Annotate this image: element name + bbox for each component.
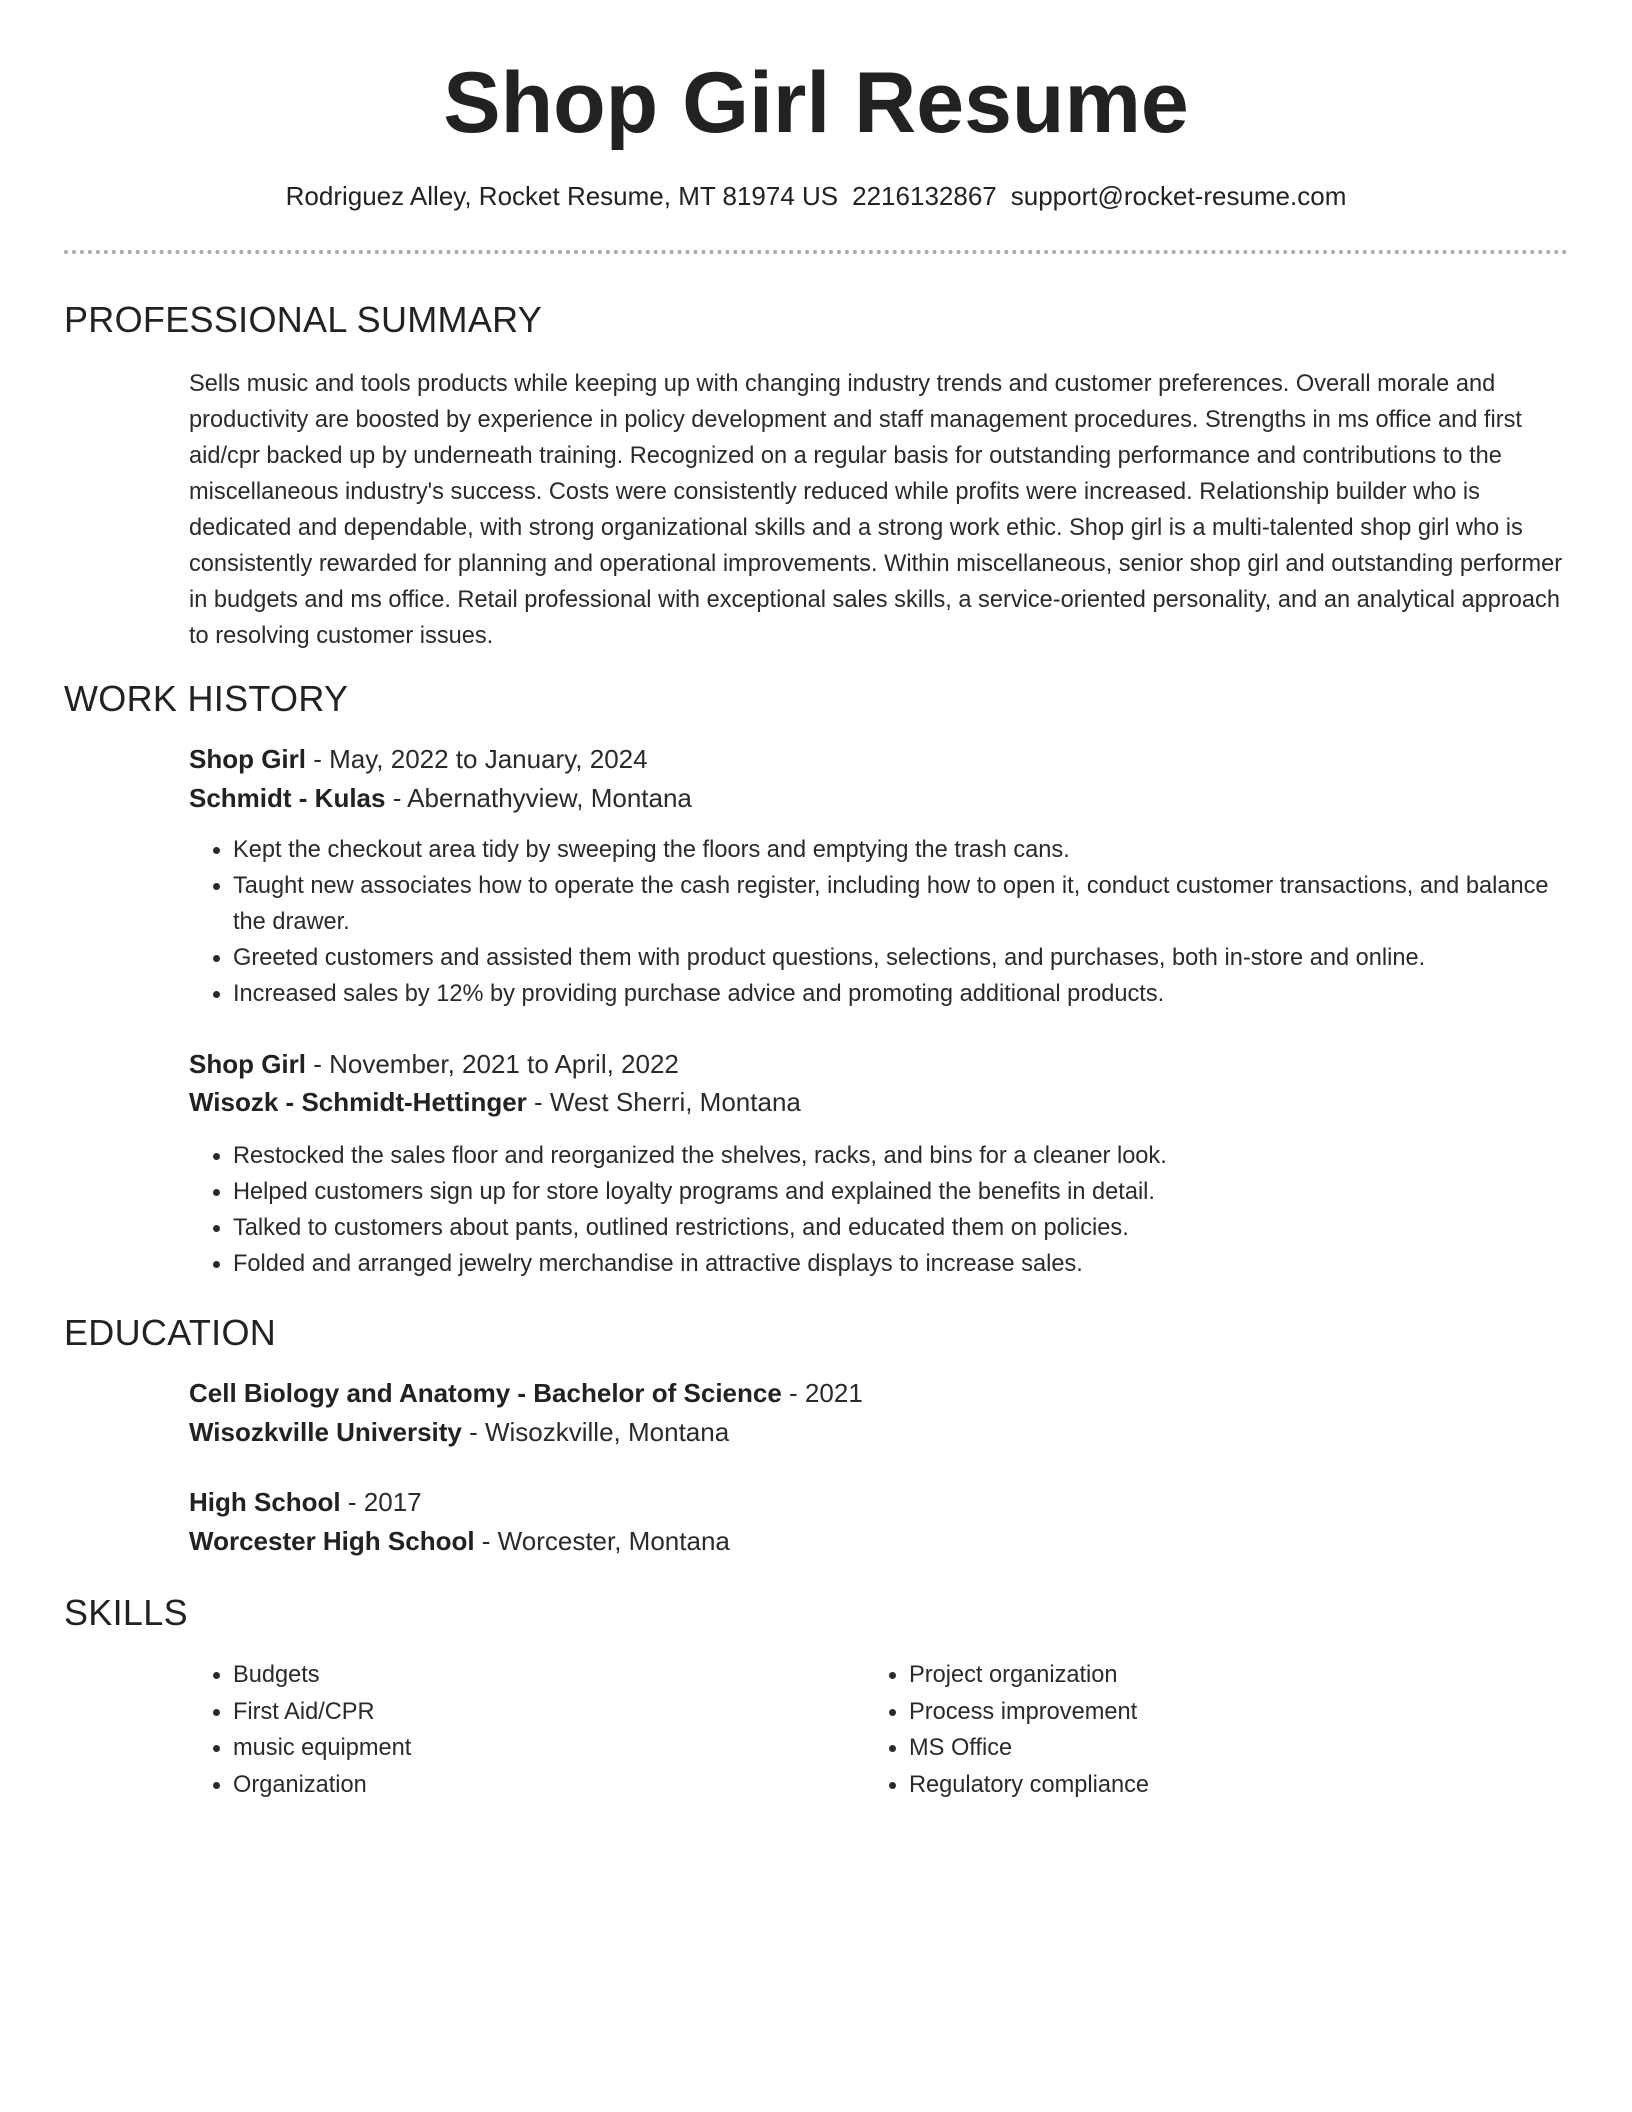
job-dates: - May, 2022 to January, 2024: [306, 744, 648, 774]
job-title: Shop Girl: [189, 744, 306, 774]
work-history-heading: WORK HISTORY: [64, 678, 349, 719]
job-duty: • Kept the checkout area tidy by sweeping the floors and emptying the trash cans.: [233, 832, 1569, 868]
school-name: Worcester High School: [189, 1526, 475, 1556]
resume-title: Shop Girl Resume: [443, 55, 1189, 151]
job-title-line: [189, 1048, 679, 1082]
job-title-line: [189, 743, 648, 777]
contact-line: [0, 180, 1632, 214]
degree-line: [189, 1486, 422, 1520]
job-duty: • Increased sales by 12% by providing purchase advice and promoting additional products.: [233, 976, 1569, 1012]
contact-address: Rodriguez Alley, Rocket Resume, MT 81974 US: [285, 181, 839, 211]
skill-item: • Project organization: [909, 1657, 1465, 1694]
contact-phone: 2216132867: [852, 181, 997, 211]
skills-list-right: [865, 1657, 1465, 1804]
education-heading: EDUCATION: [64, 1312, 277, 1353]
job-company: Wisozk - Schmidt-Hettinger: [189, 1087, 527, 1117]
job-duty: • Folded and arranged jewelry merchandise in attractive displays to increase sales.: [233, 1246, 1569, 1282]
job-location: - Abernathyview, Montana: [385, 783, 692, 813]
job-company: Schmidt - Kulas: [189, 783, 386, 813]
skill-item: • First Aid/CPR: [233, 1694, 789, 1731]
skill-item: • Regulatory compliance: [909, 1767, 1465, 1804]
skill-item: • music equipment: [233, 1730, 789, 1767]
school-location: - Worcester, Montana: [474, 1526, 730, 1556]
degree: High School: [189, 1487, 341, 1517]
school-location: - Wisozkville, Montana: [461, 1417, 730, 1447]
skill-item: • Process improvement: [909, 1694, 1465, 1731]
job-location: - West Sherri, Montana: [526, 1087, 801, 1117]
skill-item: • Budgets: [233, 1657, 789, 1694]
graduation-year: - 2017: [340, 1487, 422, 1517]
skills-heading: SKILLS: [64, 1592, 188, 1633]
skill-item: • MS Office: [909, 1730, 1465, 1767]
job-duties-list: [189, 1138, 1569, 1282]
summary-text: Sells music and tools products while keeping up with changing industry trends and customer preferences. Overall morale and productivity are boosted by experience in policy development and staff management procedures. Strengths in ms office and first aid/cpr backed up by underneath training. Recognized on a regular basis for outstanding performance and contributions to the miscellaneous industry's success. Costs were consistently reduced while profits were increased. Relationship builder who is dedicated and dependable, with strong organizational skills and a strong work ethic. Shop girl is a multi-talented shop girl who is consistently rewarded for planning and operational improvements. Within miscellaneous, senior shop girl and outstanding performer in budgets and ms office. Retail professional with exceptional sales skills, a service-oriented personality, and an analytical approach to resolving customer issues.: [189, 371, 1563, 649]
degree: Cell Biology and Anatomy - Bachelor of Science: [189, 1378, 782, 1408]
job-dates: - November, 2021 to April, 2022: [306, 1049, 679, 1079]
summary-heading: PROFESSIONAL SUMMARY: [64, 299, 543, 340]
job-title: Shop Girl: [189, 1049, 306, 1079]
job-company-line: [189, 782, 692, 816]
skill-item: • Organization: [233, 1767, 789, 1804]
degree-line: [189, 1377, 863, 1411]
school-line: [189, 1416, 729, 1450]
job-company-line: [189, 1086, 801, 1120]
skills-list-left: [189, 1657, 789, 1804]
job-duty: • Greeted customers and assisted them with product questions, selections, and purchases, both in-store and online.: [233, 940, 1569, 976]
job-duty: • Talked to customers about pants, outlined restrictions, and educated them on policies.: [233, 1210, 1569, 1246]
graduation-year: - 2021: [781, 1378, 863, 1408]
job-duty: • Taught new associates how to operate the cash register, including how to open it, conduct customer transactions, and balance the drawer.: [233, 868, 1569, 940]
contact-email: support@rocket-resume.com: [1010, 181, 1347, 211]
header-divider: [64, 250, 1568, 254]
job-duty: • Helped customers sign up for store loyalty programs and explained the benefits in detail.: [233, 1174, 1569, 1210]
job-duties-list: [189, 832, 1569, 1012]
job-duty: • Restocked the sales floor and reorganized the shelves, racks, and bins for a cleaner look.: [233, 1138, 1569, 1174]
school-line: [189, 1525, 730, 1559]
school-name: Wisozkville University: [189, 1417, 462, 1447]
